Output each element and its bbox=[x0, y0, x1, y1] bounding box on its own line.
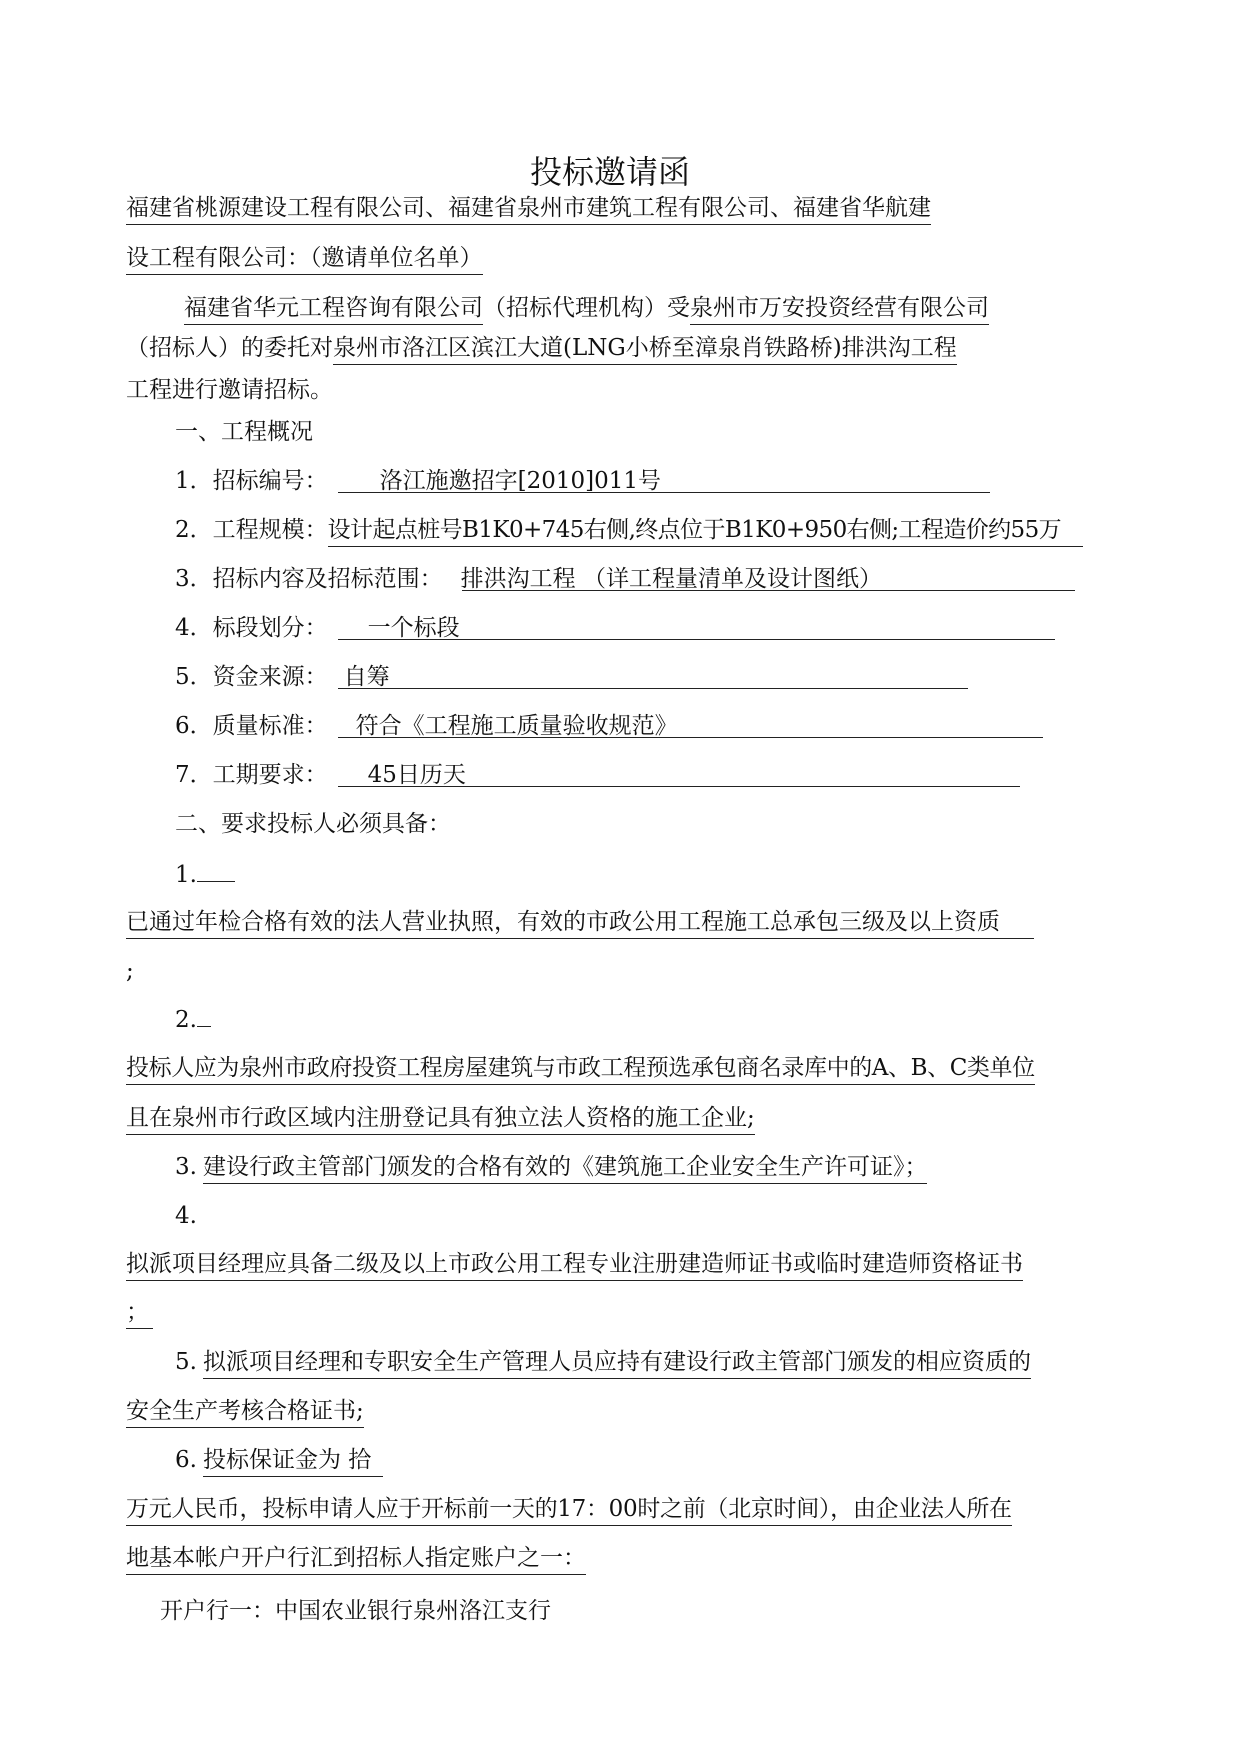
intro-line-2 bbox=[126, 334, 957, 365]
agency-name: 福建省华元工程咨询有限公司 bbox=[184, 294, 483, 325]
item-value: 自筹 bbox=[343, 664, 390, 690]
item-4-underline bbox=[338, 639, 1055, 640]
invitee-line-2: 设工程有限公司：（邀请单位名单） bbox=[126, 244, 483, 275]
item-1-underline bbox=[338, 492, 990, 493]
item-label: 工期要求： bbox=[212, 762, 328, 788]
owner-note: （招标人）的委托对 bbox=[126, 335, 333, 361]
section1-heading: 一、工程概况 bbox=[175, 419, 313, 445]
item-number: 4． bbox=[175, 615, 213, 641]
item-value: 45日历天 bbox=[367, 762, 466, 788]
req-6-line-1: 万元人民币，投标申请人应于开标前一天的17：00时之前（北京时间），由企业法人所在 bbox=[126, 1495, 1012, 1526]
item-3-underline bbox=[462, 590, 1075, 591]
item-label: 工程规模： bbox=[212, 517, 328, 543]
bank-1: 开户行一：中国农业银行泉州洛江支行 bbox=[160, 1598, 551, 1624]
item-label: 资金来源： bbox=[212, 664, 328, 690]
item-value: 一个标段 bbox=[367, 615, 460, 641]
item-value: 排洪沟工程 （详工程量清单及设计图纸） bbox=[460, 566, 882, 592]
item-number: 3． bbox=[175, 566, 213, 592]
req-2-number: 2. bbox=[175, 1006, 211, 1035]
item-5-underline bbox=[338, 688, 968, 689]
req-2-text-line-2: 且在泉州市行政区域内注册登记具有独立法人资格的施工企业; bbox=[126, 1104, 755, 1135]
item-value: 符合《工程施工质量验收规范》 bbox=[355, 713, 678, 739]
req-4-text: 拟派项目经理应具备二级及以上市政公用工程专业注册建造师证书或临时建造师资格证书 bbox=[126, 1250, 1023, 1281]
req-1-end: ; bbox=[126, 958, 134, 984]
item-label: 招标编号： bbox=[212, 468, 328, 494]
req-1-text: 已通过年检合格有效的法人营业执照，有效的市政公用工程施工总承包三级及以上资质 bbox=[126, 908, 1034, 939]
req-5: 5. 拟派项目经理和专职安全生产管理人员应持有建设行政主管部门颁发的相应资质的 bbox=[175, 1348, 1031, 1379]
item-label: 招标内容及招标范围： bbox=[212, 566, 443, 592]
req-3: 3. 建设行政主管部门颁发的合格有效的《建筑施工企业安全生产许可证》； bbox=[175, 1153, 927, 1184]
item-value: 设计起点桩号B1K0+745右侧,终点位于B1K0+950右侧;工程造价约55万 bbox=[328, 516, 1083, 547]
invitee-line-1: 福建省桃源建设工程有限公司、福建省泉州市建筑工程有限公司、福建省华航建 bbox=[126, 194, 931, 225]
item-2 bbox=[175, 516, 1083, 547]
section2-heading: 二、要求投标人必须具备： bbox=[175, 811, 451, 837]
item-6-underline bbox=[338, 737, 1043, 738]
project-name: 泉州市洛江区滨江大道(LNG小桥至漳泉肖铁路桥)排洪沟工程 bbox=[333, 334, 957, 365]
page-title: 投标邀请函 bbox=[530, 153, 691, 191]
req-2-text-line-1: 投标人应为泉州市政府投资工程房屋建筑与市政工程预选承包商名录库中的A、B、C类单位 bbox=[126, 1054, 1035, 1085]
req-4-number: 4. bbox=[175, 1203, 197, 1229]
agency-note: （招标代理机构）受 bbox=[483, 295, 690, 321]
item-value: 洛江施邀招字[2010]011号 bbox=[379, 468, 662, 494]
req-6: 6. 投标保证金为 拾 bbox=[175, 1446, 383, 1477]
item-label: 标段划分： bbox=[212, 615, 328, 641]
item-number: 1． bbox=[175, 468, 213, 494]
item-number: 6． bbox=[175, 713, 213, 739]
req-6-line-2: 地基本帐户开户行汇到招标人指定账户之一： bbox=[126, 1544, 586, 1575]
item-label: 质量标准： bbox=[212, 713, 328, 739]
req-1-number: 1. bbox=[175, 861, 235, 890]
item-number: 2． bbox=[175, 517, 213, 543]
req-4-end: ； bbox=[126, 1298, 153, 1329]
item-number: 7． bbox=[175, 762, 213, 788]
item-7-underline bbox=[338, 786, 1020, 787]
owner-name: 泉州市万安投资经营有限公司 bbox=[690, 294, 989, 325]
req-5-line-2: 安全生产考核合格证书; bbox=[126, 1397, 364, 1428]
intro-line-3: 工程进行邀请招标。 bbox=[126, 377, 333, 403]
item-number: 5． bbox=[175, 664, 213, 690]
intro-line-1 bbox=[184, 294, 989, 325]
